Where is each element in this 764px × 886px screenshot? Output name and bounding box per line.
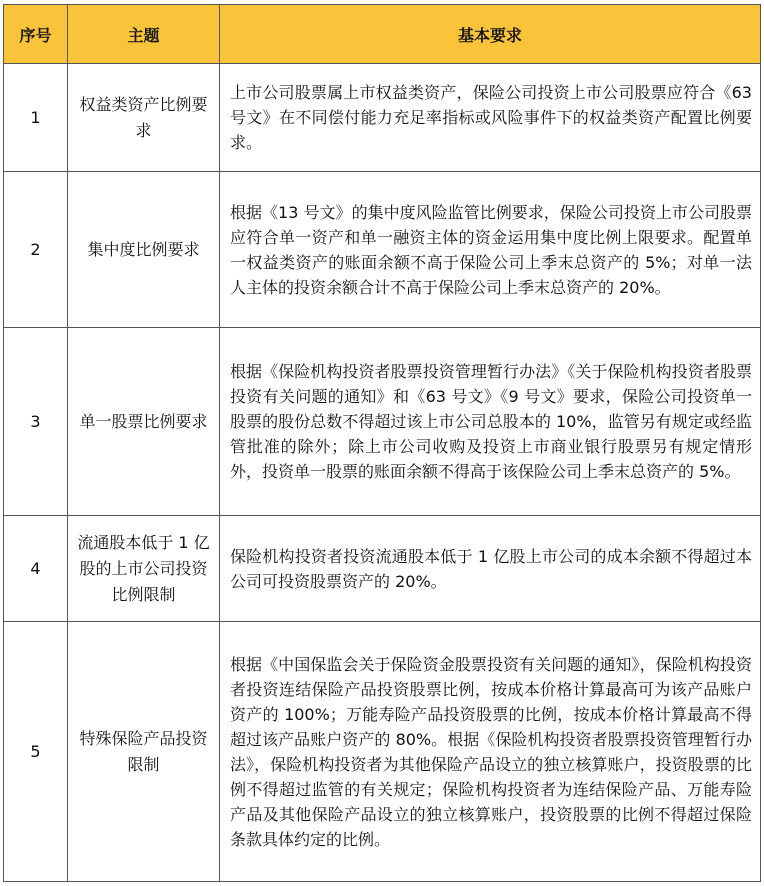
- row-topic: 流通股本低于 1 亿股的上市公司投资比例限制: [68, 516, 220, 622]
- row-number: 3: [4, 328, 68, 516]
- row-topic: 权益类资产比例要求: [68, 64, 220, 172]
- row-number: 1: [4, 64, 68, 172]
- row-requirement: 根据《保险机构投资者股票投资管理暂行办法》《关于保险机构投资者股票投资有关问题的通知》和《63 号文》《9 号文》要求，保险公司投资单一股票的股份总数不得超过该上市公司总股本的 10%，监管另有规定或经监管批准的除外；除上市公司收购及投资上市商业银行股票另有规定情形外，投资单一股票的账面余额不得高于该保险公司上季末总资产的 5%。: [220, 328, 761, 516]
- table-row: [4, 328, 761, 516]
- row-requirement: 保险机构投资者投资流通股本低于 1 亿股上市公司的成本余额不得超过本公司可投资股票资产的 20%。: [220, 516, 761, 622]
- header-requirement: 基本要求: [220, 5, 761, 64]
- table-row: [4, 516, 761, 622]
- table-row: [4, 172, 761, 328]
- row-topic: 集中度比例要求: [68, 172, 220, 328]
- row-requirement: 根据《中国保监会关于保险资金股票投资有关问题的通知》，保险机构投资者投资连结保险产品投资股票比例，按成本价格计算最高可为该产品账户资产的 100%；万能寿险产品投资股票的比例，按成本价格计算最高不得超过该产品账户资产的 80%。根据《保险机构投资者股票投资管理暂行办法》，保险机构投资者为其他保险产品设立的独立核算账户，投资股票的比例不得超过监管的有关规定；保险机构投资者为连结保险产品、万能寿险产品及其他保险产品设立的独立核算账户，投资股票的比例不得超过保险条款具体约定的比例。: [220, 622, 761, 882]
- requirements-table: [3, 4, 761, 882]
- row-requirement: 上市公司股票属上市权益类资产，保险公司投资上市公司股票应符合《63 号文》在不同偿付能力充足率指标或风险事件下的权益类资产配置比例要求。: [220, 64, 761, 172]
- table-row: [4, 622, 761, 882]
- header-topic: 主题: [68, 5, 220, 64]
- header-row: [4, 5, 761, 64]
- row-number: 4: [4, 516, 68, 622]
- row-requirement: 根据《13 号文》的集中度风险监管比例要求，保险公司投资上市公司股票应符合单一资产和单一融资主体的资金运用集中度比例上限要求。配置单一权益类资产的账面余额不高于保险公司上季末总资产的 5%；对单一法人主体的投资余额合计不高于保险公司上季末总资产的 20%。: [220, 172, 761, 328]
- header-no: 序号: [4, 5, 68, 64]
- row-topic: 特殊保险产品投资限制: [68, 622, 220, 882]
- row-topic: 单一股票比例要求: [68, 328, 220, 516]
- row-number: 5: [4, 622, 68, 882]
- row-number: 2: [4, 172, 68, 328]
- table-row: [4, 64, 761, 172]
